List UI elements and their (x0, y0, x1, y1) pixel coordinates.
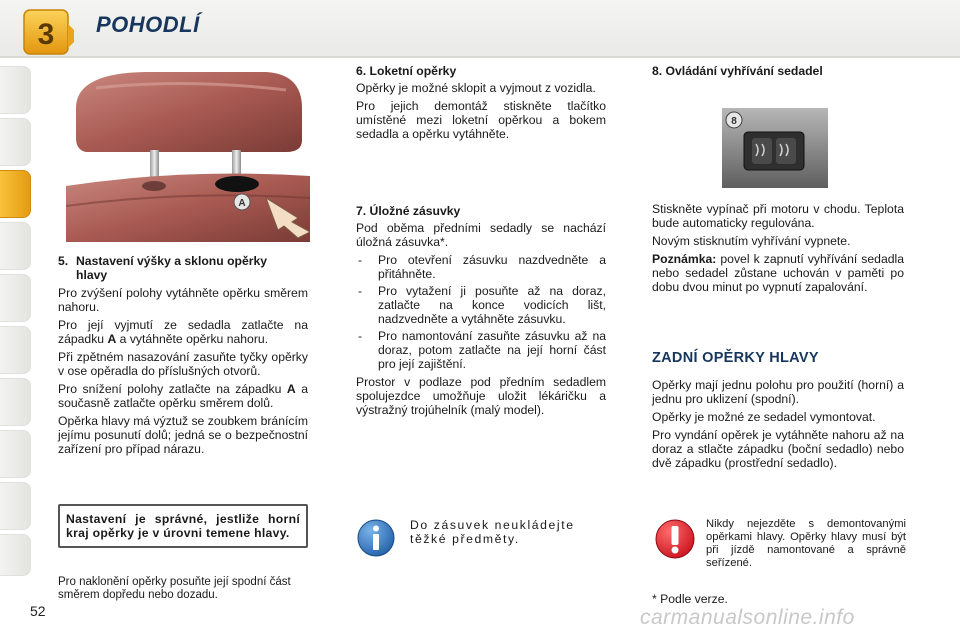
list-item: - Pro vytažení ji posuňte až na doraz, zatlačte na konce vodicích lišt, nadzvedněte a vytáhněte zásuvku. (356, 284, 606, 326)
chapter-tab-3-active[interactable] (0, 170, 31, 218)
section-7-title: 7. Úložné zásuvky (356, 204, 461, 218)
section-6-title: 6. Loketní opěrky (356, 64, 457, 78)
watermark: carmanualsonline.info (640, 606, 855, 629)
chapter-tab-10[interactable] (0, 534, 31, 576)
chapter-title: POHODLÍ (96, 12, 200, 37)
section-5-title: Nastavení výšky a sklonu opěrky hlavy (76, 254, 268, 282)
section-5-heading (58, 254, 308, 282)
photo-marker-a: A (238, 198, 246, 209)
chapter-tab-6[interactable] (0, 326, 31, 374)
s8-paragraph-2: Novým stisknutím vyhřívání vypnete. (652, 234, 851, 248)
list-item: - Pro otevření zásuvku nazdvedněte a přitáhněte. (356, 253, 606, 281)
left-footer-text: Pro naklonění opěrky posuňte její spodní část směrem dopředu nebo dozadu. (58, 576, 291, 601)
chapter-badge (20, 6, 74, 60)
chapter-tab-9[interactable] (0, 482, 31, 530)
s7-paragraph-1: Pod oběma předními sedadly se nachází úložná zásuvka*. (356, 221, 606, 249)
section-5-number: 5. (58, 254, 69, 268)
chapter-tab-8[interactable] (0, 430, 31, 478)
header-divider (0, 56, 960, 58)
s5-paragraph-3: Při zpětném nasazování zasuňte tyčky opěrky v ose opěradla do příslušných otvorů. (58, 350, 308, 378)
section-5 (58, 254, 308, 282)
s6-paragraph-2: Pro jejich demontáž stiskněte tlačítko umístěné mezi loketní opěrkou a bokem sedadla a opěrku vytáhněte. (356, 99, 606, 141)
rear-headrests-body (652, 378, 904, 474)
list-item: - Pro namontování zasuňte zásuvku až na doraz, potom zatlačte na její horní část pro její zajištění. (356, 329, 606, 371)
chapter-number: 3 (37, 18, 55, 51)
s8-paragraph-1: Stiskněte vypínač při motoru v chodu. Teplota bude automaticky regulována. (652, 202, 904, 230)
s5-paragraph-1: Pro zvýšení polohy vytáhněte opěrku směrem nahoru. (58, 286, 308, 314)
rear-headrests-title: ZADNÍ OPĚRKY HLAVY (652, 350, 819, 366)
headrest-photo (66, 68, 310, 242)
s8-note: Poznámka: povel k zapnutí vyhřívání sedadla nebo sedadel zůstane uchován v paměti po dobu dvou minut po vypnutí zapalování. (652, 252, 904, 294)
rear-paragraph-2: Opěrky je možné ze sedadel vymontovat. (652, 410, 876, 424)
rear-paragraph-3: Pro vyndání opěrek je vytáhněte nahoru až na doraz a stlačte západku (boční sedadlo) nebo dvě západku (prostřední sedadlo). (652, 428, 904, 470)
info-icon (356, 518, 396, 558)
s7-paragraph-2: Prostor v podlaze pod předním sedadlem spolujezdce umožňuje uložit lékáričku a výstražný trojúhelník (malý model). (356, 375, 606, 417)
footnote: * Podle verze. (652, 592, 728, 606)
s5-paragraph-2: Pro její vyjmutí ze sedadla zatlačte na západku A a vytáhněte opěrku nahoru. (58, 318, 308, 346)
info-text: Do zásuvek neukládejte těžké předměty. (410, 518, 575, 546)
s5-paragraph-5: Opěrka hlavy má výztuž se zoubkem bránícím jejímu posunutí dolů; jedná se o bezpečnostní zařízení pro případ nárazu. (58, 414, 308, 456)
s7-list (356, 253, 606, 371)
warning-text: Nikdy nejezděte s demontovanými opěrkami hlavy. Opěrky hlavy musí být při jízdě namontované a správně seřízené. (706, 518, 906, 569)
seat-heating-switch-photo (722, 108, 828, 188)
chapter-tab-5[interactable] (0, 274, 31, 322)
photo-marker-8: 8 (731, 116, 737, 127)
chapter-tab-1[interactable] (0, 66, 31, 114)
note-box (58, 504, 308, 548)
section-6 (356, 64, 606, 145)
section-5-body (58, 286, 308, 460)
section-7 (356, 204, 606, 421)
section-8-title: 8. Ovládání vyhřívání sedadel (652, 64, 823, 78)
section-8-body (652, 202, 904, 298)
s5-paragraph-4: Pro snížení polohy zatlačte na západku A a současně zatlačte opěrku směrem dolů. (58, 382, 308, 410)
rear-paragraph-1: Opěrky mají jednu polohu pro použití (horní) a jednu pro uklizení (spodní). (652, 378, 904, 406)
chapter-tab-4[interactable] (0, 222, 31, 270)
chapter-tab-2[interactable] (0, 118, 31, 166)
chapter-tab-7[interactable] (0, 378, 31, 426)
page-number: 52 (30, 603, 46, 619)
note-text: Nastavení je správné, jestliže horní kraj opěrky je v úrovni temene hlavy. (66, 512, 300, 540)
s6-paragraph-1: Opěrky je možné sklopit a vyjmout z vozidla. (356, 81, 596, 95)
warning-icon (654, 518, 696, 560)
